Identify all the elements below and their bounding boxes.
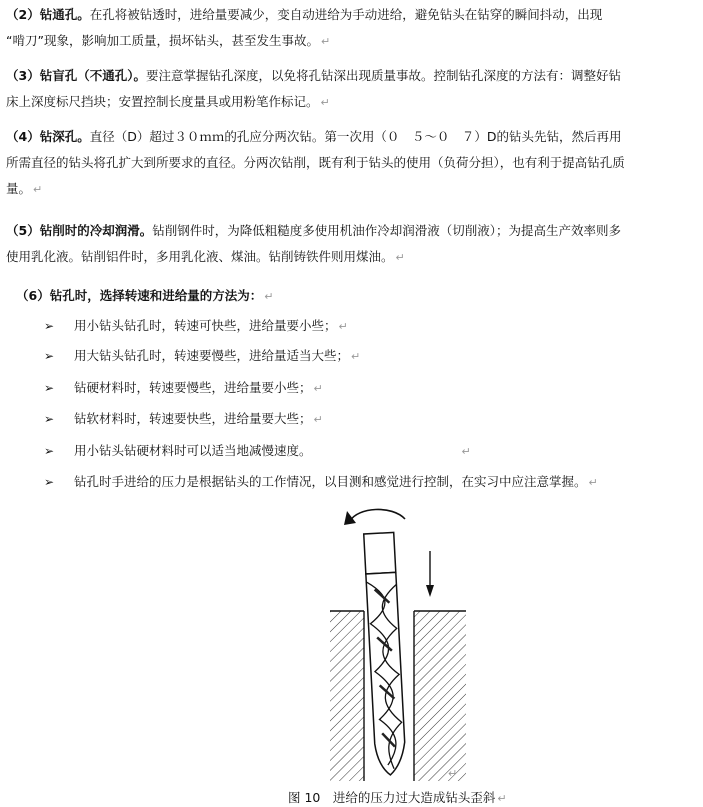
paragraph-mark: ↵ <box>320 96 330 109</box>
drill-bit-figure <box>320 503 470 783</box>
feed-direction-arrow-icon <box>426 551 434 597</box>
text-deep-hole-1: 直径（D）超过３０ｍｍ的孔应分两次钻。第一次用（０ ５～０ ７）D的钻头先钻，然后再用 <box>89 129 622 144</box>
rotation-arrow-icon <box>344 509 405 525</box>
heading-speed-feed <box>16 283 703 310</box>
text-blind-hole-2: 床上深度标尺挡块；安置控制长度量具或用粉笔作标记。 <box>6 94 319 109</box>
paragraph-blind-hole <box>6 63 696 116</box>
arrow-bullet-icon: ➢ <box>44 319 55 333</box>
text-cooling-2: 使用乳化液。钻削铝件时，多用乳化液、煤油。钻削铸铁件则用煤油。 <box>6 249 394 264</box>
label-blind-hole: （3）钻盲孔（不通孔）。 <box>6 68 146 83</box>
paragraph-mark: ↵ <box>264 290 274 303</box>
arrow-bullet-icon: ➢ <box>44 475 55 489</box>
label-deep-hole: （4）钻深孔。 <box>6 129 90 144</box>
drill-bit <box>364 532 407 775</box>
text-through-hole-2: “啃刀”现象，影响加工质量，损坏钻头，甚至发生事故。 <box>6 33 319 48</box>
paragraph-deep-hole <box>6 124 696 203</box>
text-blind-hole-1: 要注意掌握钻孔深度，以免将孔钻深出现质量事故。控制钻孔深度的方法有：调整好钻 <box>145 68 621 83</box>
figure-caption: 图 10 进给的压力过大造成钻头歪斜 ↵ <box>288 790 507 805</box>
text-deep-hole-3: 量。 <box>6 181 32 196</box>
list-item: ➢ 用小钻头钻孔时，转速可快些，进给量要小些； ↵ <box>44 316 348 337</box>
label-cooling: （5）钻削时的冷却润滑。 <box>6 223 153 238</box>
arrow-bullet-icon: ➢ <box>44 381 55 395</box>
text-through-hole-1: 在孔将被钻透时，进给量要减少，变自动进给为手动进给，避免钻头在钻穿的瞬间抖动，出现 <box>89 7 603 22</box>
arrow-bullet-icon: ➢ <box>44 444 55 458</box>
text-deep-hole-2: 所需直径的钻头将孔扩大到所要求的直径。分两次钻削，既有利于钻头的使用（负荷分担），也有利于提高钻孔质 <box>6 155 625 170</box>
heading-speed-feed-text: （6）钻孔时，选择转速和进给量的方法为： <box>16 288 263 303</box>
list-item: ➢ 钻软材料时，转速要快些，进给量要大些； ↵ <box>44 409 323 430</box>
list-item: ➢ 用大钻头钻孔时，转速要慢些，进给量适当大些； ↵ <box>44 346 360 367</box>
list-item: ➢ 钻硬材料时，转速要慢些，进给量要小些； ↵ <box>44 378 323 399</box>
svg-text:↵: ↵ <box>448 767 458 780</box>
list-item: ➢ 钻孔时手进给的压力是根据钻头的工作情况，以目测和感觉进行控制，在实习中应注意掌握。 ↵ <box>44 472 598 493</box>
list-item: ➢ 用小钻头钻硬材料时可以适当地减慢速度。 ↵ <box>44 441 471 462</box>
label-through-hole: （2）钻通孔。 <box>6 7 90 22</box>
arrow-bullet-icon: ➢ <box>44 412 55 426</box>
arrow-bullet-icon: ➢ <box>44 349 55 363</box>
paragraph-mark: ↵ <box>395 251 405 264</box>
paragraph-through-hole <box>6 2 696 55</box>
paragraph-mark: ↵ <box>320 35 331 48</box>
text-cooling-1: 钻削钢件时，为降低粗糙度多使用机油作冷却润滑液（切削液）；为提高生产效率则多 <box>152 223 621 238</box>
paragraph-cooling <box>6 218 696 271</box>
paragraph-mark: ↵ <box>33 183 43 196</box>
paragraph-mark: ↵ <box>497 792 507 805</box>
